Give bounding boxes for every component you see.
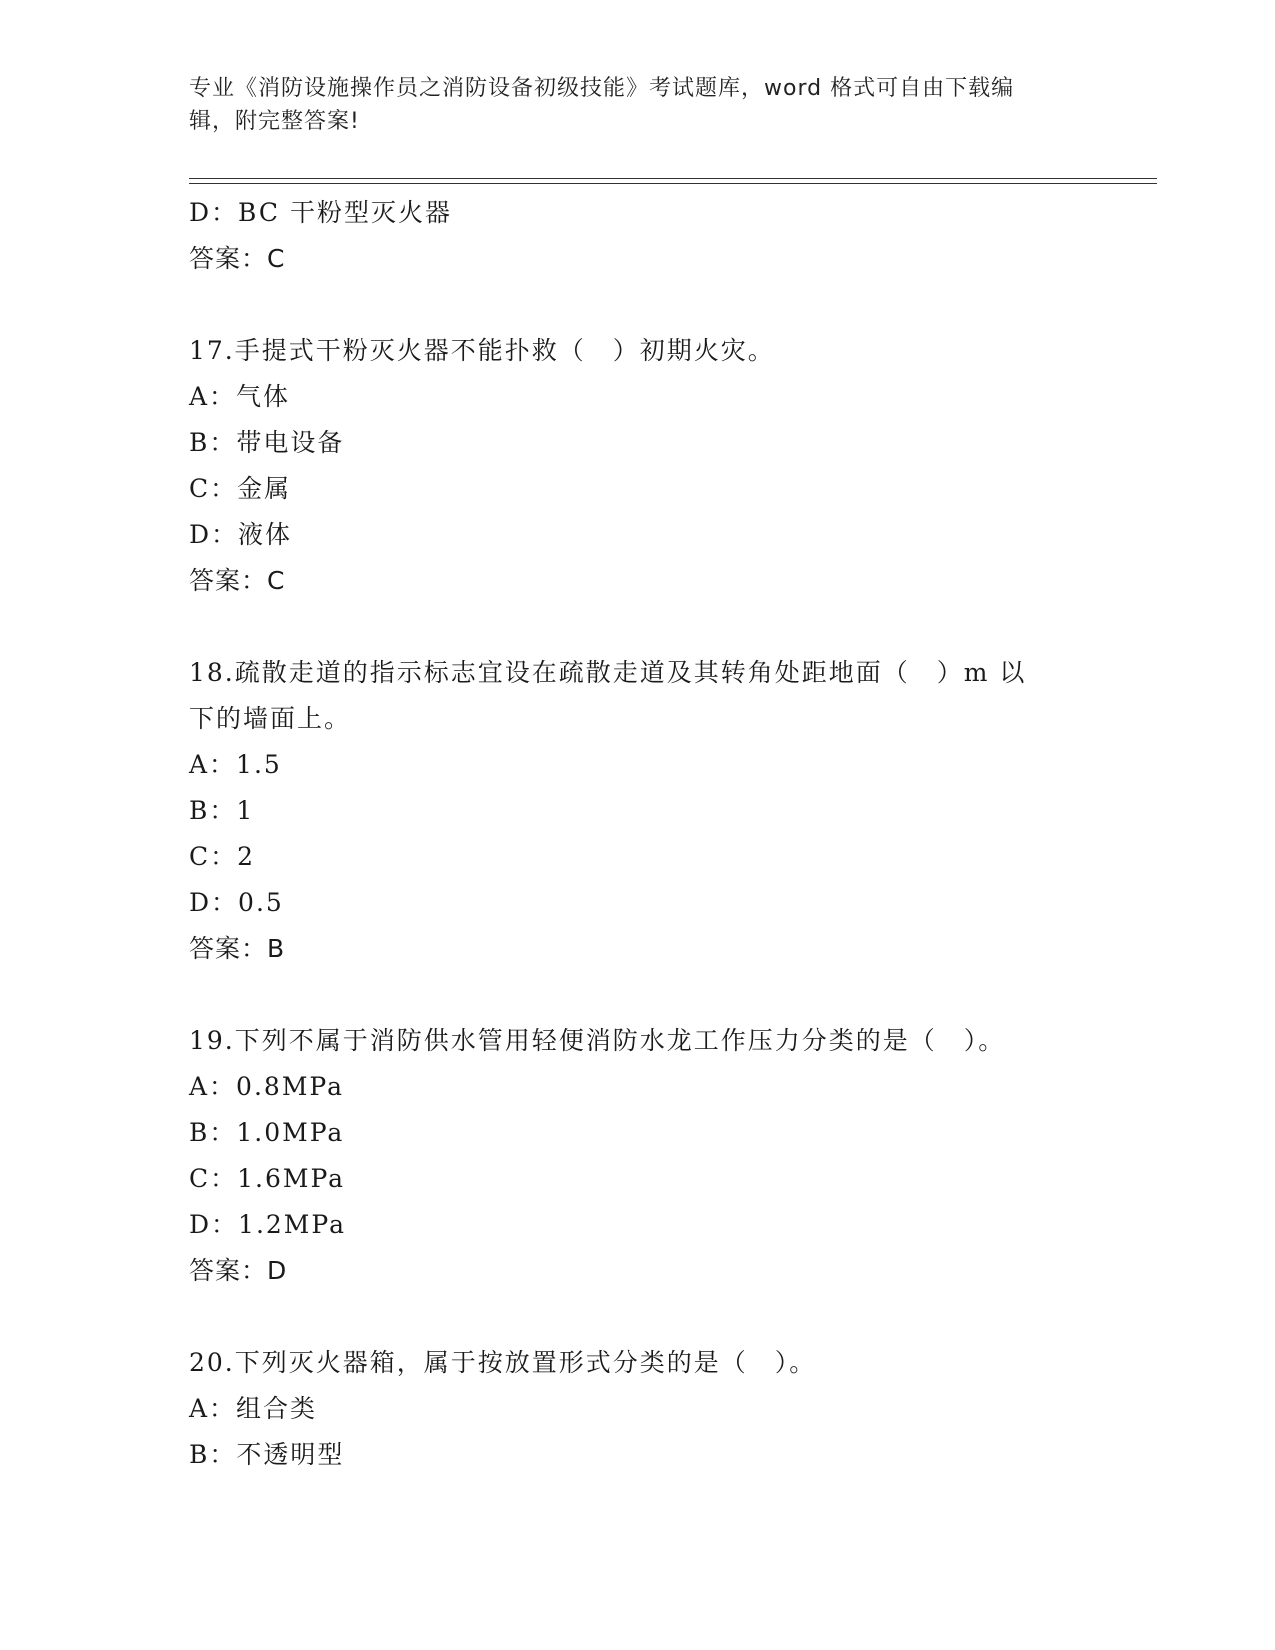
header-rule-bottom [189,183,1157,184]
document-header [189,72,1079,138]
q19-stem: 19.下列不属于消防供水管用轻便消防水龙工作压力分类的是（ ）。 [189,1026,1006,1055]
q17-answer: 答案：C [189,566,286,595]
q17-option-d: D：液体 [189,520,293,549]
q18-option-c: C：2 [189,842,256,871]
q19-option-c: C：1.6MPa [189,1164,346,1193]
question-list [189,190,1089,1478]
q18-option-b: B：1 [189,796,255,825]
q19-answer: 答案：D [189,1256,288,1285]
q18-stem-line-1: 18.疏散走道的指示标志宜设在疏散走道及其转角处距地面（ ）m 以 [189,658,1027,687]
q19-option-b: B：1.0MPa [189,1118,345,1147]
q20-option-b: B：不透明型 [189,1440,345,1469]
header-line-1: 专业《消防设施操作员之消防设备初级技能》考试题库，word 格式可自由下载编 [189,76,1015,101]
q20-option-a: A：组合类 [189,1394,318,1423]
q18-stem-line-2: 下的墙面上。 [189,704,352,733]
spacer [189,282,1089,328]
q19-option-a: A：0.8MPa [189,1072,345,1101]
spacer [189,1294,1089,1340]
header-rule-top [189,178,1157,179]
header-line-2: 辑，附完整答案! [189,109,360,134]
spacer [189,604,1089,650]
q18-option-d: D：0.5 [189,888,284,917]
q16-option-d: D：BC 干粉型灭火器 [189,198,452,227]
spacer [189,972,1089,1018]
q20-stem: 20.下列灭火器箱，属于按放置形式分类的是（ ）。 [189,1348,817,1377]
q17-option-a: A：气体 [189,382,291,411]
q17-option-c: C：金属 [189,474,292,503]
q16-answer: 答案：C [189,244,286,273]
q18-answer: 答案：B [189,934,286,963]
q17-stem: 17.手提式干粉灭火器不能扑救（ ）初期火灾。 [189,336,775,365]
q18-option-a: A：1.5 [189,750,282,779]
q19-option-d: D：1.2MPa [189,1210,347,1239]
q17-option-b: B：带电设备 [189,428,345,457]
